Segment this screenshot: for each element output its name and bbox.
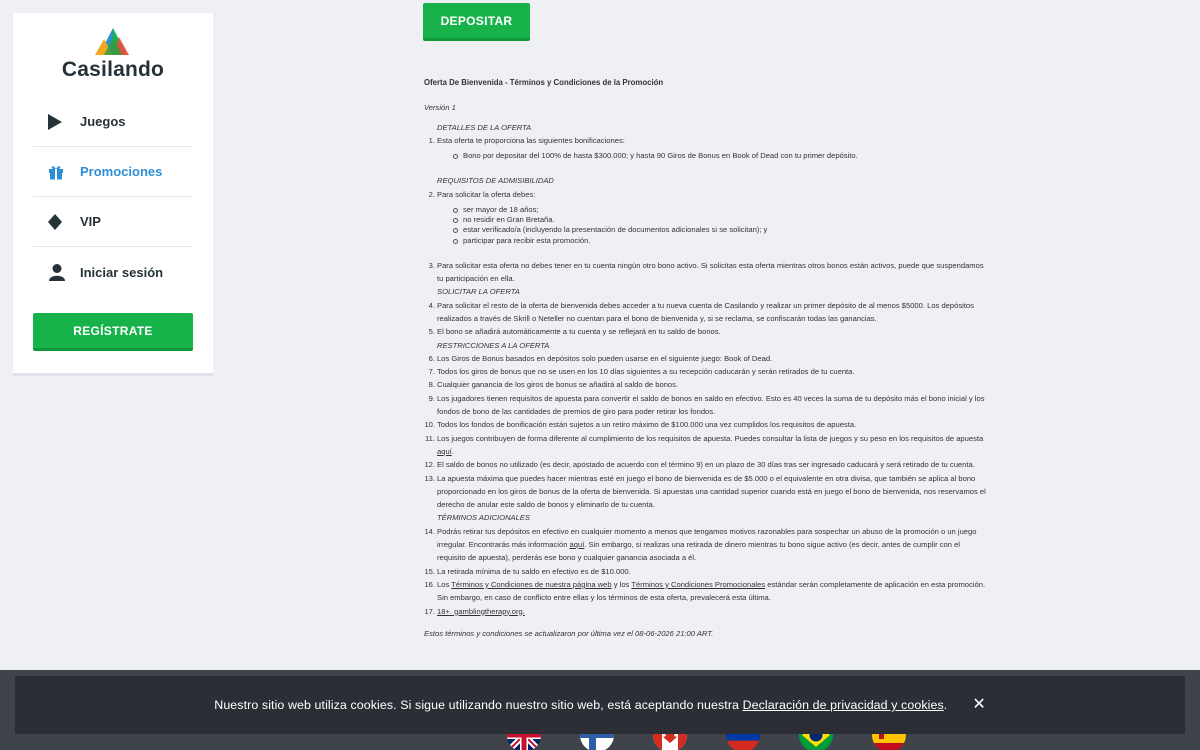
- bullet-list: [463, 205, 989, 246]
- terms-item: 17. 18+. gamblingtherapy.org.: [424, 606, 525, 616]
- sidebar: [13, 13, 213, 373]
- sidebar-item-label: Juegos: [80, 114, 126, 129]
- cookie-banner: [15, 676, 1185, 734]
- sidebar-item-label: Promociones: [80, 164, 163, 179]
- bullet-item: ser mayor de 18 años;: [463, 205, 989, 215]
- deposit-button[interactable]: DEPOSITAR: [423, 3, 530, 41]
- close-icon[interactable]: ✕: [972, 696, 986, 713]
- terms-item: 13. La apuesta máxima que puedes hacer mientras esté en juego el bono de bienvenida es de $5.000 o el equivalente en otra divisa, que también se aplica al bono proporcionado en los giros de bonus de la oferta de bienvenida. Si apuestas una cantidad superior cuando está en juego el bono de bienvenida, nos reservamos el derecho de anular este saldo de bonos y eliminarlo de tu cuenta.: [424, 473, 986, 510]
- logo-text: Casilando: [61, 58, 165, 81]
- terms-item: 16. Los Términos y Condiciones de nuestra página web y los Términos y Condiciones Promocionales estándar serán completamente de aplicación en esta promoción. Sin embargo, en caso de conflicto entre ellas y los términos de esta oferta, prevalecerá esta última.: [424, 579, 986, 603]
- bullet-item: no residir en Gran Bretaña.: [463, 215, 989, 225]
- section-heading: REQUISITOS DE ADMISIBILIDAD: [437, 176, 554, 186]
- sidebar-nav: [33, 97, 193, 297]
- terms-item: 4. Para solicitar el resto de la oferta de bienvenida debes acceder a tu nueva cuenta de Casilando y realizar un primer depósito de al menos $5000. Los depósitos realizados a través de Skrill o Neteller no cuentan para el bono de bienvenida y, si se reclama, se confiscarán todas las ganancias.: [428, 300, 974, 323]
- terms-item: 8. Cualquier ganancia de los giros de bonus se añadirá al saldo de bonos.: [428, 380, 679, 390]
- terms-item: 5. El bono se añadirá automáticamente a tu cuenta y se reflejará en tu saldo de bonos.: [428, 327, 721, 337]
- user-icon: [48, 262, 76, 282]
- bullet-item: estar verificado/a (incluyendo la presentación de documentos adicionales si se solicitan); y: [463, 225, 989, 235]
- promo-terms-link[interactable]: Términos y Condiciones Promocionales: [631, 579, 766, 589]
- more-info-link[interactable]: aquí: [569, 540, 585, 550]
- terms-item: 14. Podrás retirar tus depósitos en efectivo en cualquier momento a menos que tengamos motivos razonables para sospechar un abuso de la promoción o un juego irregular. Encontrarás más información aquí. Sin embargo, si realizas una retirada de dinero mientras tu bono sigue activo (es decir, antes de cumplir con el requisito de apuesta), perderás ese bono y cualquier ganancia asociada a él.: [424, 526, 977, 563]
- play-icon: [48, 112, 76, 132]
- gamblingtherapy-link[interactable]: 18+. gamblingtherapy.org.: [437, 606, 525, 616]
- terms-item: 10. Todos los fondos de bonificación están sujetos a un retiro máximo de $100.000 una vez cumplidos los requisitos de apuesta.: [424, 420, 857, 430]
- bullet-item: Bono por depositar del 100% de hasta $300.000; y hasta 90 Giros de Bonus en Book of Dead con tu primer depósito.: [463, 151, 989, 161]
- register-button[interactable]: REGÍSTRATE: [33, 313, 193, 351]
- sidebar-item-juegos[interactable]: [33, 97, 193, 147]
- terms-item: 1. Esta oferta te proporciona las siguientes bonificaciones: Bono por depositar del 100% de hasta $300.000; y hasta 90 Giros de Bonus en Book of Dead con tu primer depósito.: [424, 134, 989, 162]
- casilando-logo-icon: [95, 27, 131, 57]
- updated-note: Estos términos y condiciones se actualizaron por última vez el 08-06-2026 21:00 ART.: [424, 628, 714, 638]
- gift-icon: [48, 162, 76, 182]
- terms-item: 11. Los juegos contribuyen de forma diferente al cumplimiento de los requisitos de apuesta. Puedes consultar la lista de juegos y su peso en los requisitos de apuesta aquí.: [425, 433, 984, 456]
- bullet-item: participar para recibir esta promoción.: [463, 236, 989, 246]
- terms-title: Oferta De Bienvenida - Términos y Condiciones de la Promoción: [424, 78, 664, 87]
- terms-item: 2. Para solicitar la oferta debes: ser mayor de 18 años; no residir en Gran Bretaña. estar verificado/a (incluyendo la presentación de documentos adicionales si se solicitan); y participar para recibir esta promoción.: [424, 188, 989, 246]
- terms-item: 12. El saldo de bonos no utilizado (es decir, apostado de acuerdo con el término 9) en un plazo de 30 días tras ser ingresado caducará y será retirado de tu cuenta.: [424, 460, 975, 470]
- logo[interactable]: [13, 27, 213, 82]
- diamond-icon: [48, 212, 76, 232]
- privacy-policy-link[interactable]: Declaración de privacidad y cookies: [742, 698, 944, 712]
- sidebar-item-label: Iniciar sesión: [80, 264, 164, 280]
- games-weight-link[interactable]: aquí: [437, 446, 452, 456]
- sidebar-item-iniciar-sesion[interactable]: [33, 247, 193, 297]
- sidebar-item-label: VIP: [80, 214, 101, 229]
- terms-item: 9. Los jugadores tienen requisitos de apuesta para convertir el saldo de bonos en saldo en efectivo. Esto es 40 veces la suma de tu depósito más el bono inicial y los fondos de bono de las cantidades de premios de giro para poder retirar los fondos.: [428, 393, 985, 417]
- sidebar-item-vip[interactable]: [33, 197, 193, 247]
- terms-item: 3. Para solicitar esta oferta no debes tener en tu cuenta ningún otro bono activo. Si solicitas esta oferta mientras otros bonos están activos, puede que suspendamos tu participación en ella.: [428, 260, 984, 284]
- section-heading: SOLICITAR LA OFERTA: [437, 287, 520, 297]
- terms-version: Versión 1: [424, 103, 456, 113]
- section-heading: RESTRICCIONES A LA OFERTA: [437, 340, 550, 350]
- terms-item: 7. Todos los giros de bonus que no se usen en los 10 días siguientes a su recepción caducarán y serán retirados de tu cuenta.: [428, 367, 855, 377]
- section-heading: DETALLES DE LA OFERTA: [437, 122, 532, 132]
- sidebar-item-promociones[interactable]: [33, 147, 193, 197]
- terms-content: [424, 76, 989, 640]
- cookie-message: Nuestro sitio web utiliza cookies. Si sigue utilizando nuestro sitio web, está aceptando nuestra Declaración de privacidad y cookies.: [214, 698, 948, 712]
- website-terms-link[interactable]: Términos y Condiciones de nuestra página web: [451, 579, 612, 589]
- terms-item: 15. La retirada mínima de tu saldo en efectivo es de $10.000.: [424, 566, 631, 576]
- terms-list: [424, 121, 989, 618]
- terms-item: 6. Los Giros de Bonus basados en depósitos solo pueden usarse en el siguiente juego: Book of Dead.: [428, 353, 773, 363]
- bullet-list: [463, 151, 989, 161]
- section-heading: TÉRMINOS ADICIONALES: [437, 513, 530, 523]
